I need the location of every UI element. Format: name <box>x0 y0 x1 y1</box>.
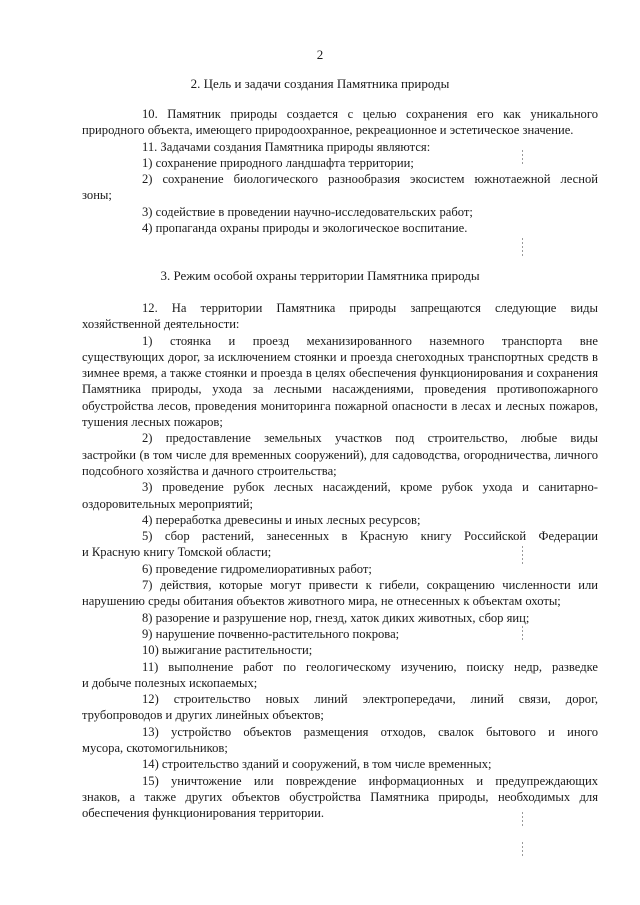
task-item-2-first-line: 2) сохранение биологического разнообразия экосистем южнотаежной лесной <box>142 172 598 187</box>
paragraph-10 <box>82 106 598 139</box>
prohibited-item-2-continuation: застройки (в том числе для временных сооружений), для садоводства, огородничества, личного подсобного хозяйства и дачного строительства; <box>82 447 598 478</box>
scan-mark <box>522 842 523 858</box>
prohibited-item-10-first-line: 10) выжигание растительности; <box>142 643 313 658</box>
paragraph-11 <box>118 139 598 155</box>
task-item-3 <box>118 204 598 220</box>
prohibited-item-3-continuation: оздоровительных мероприятий; <box>82 496 253 511</box>
scan-mark <box>522 626 523 642</box>
scan-mark <box>522 812 523 828</box>
task-item-2-continuation: зоны; <box>82 188 112 203</box>
prohibited-item-1-first-line: 1) стоянка и проезд механизированного наземного транспорта вне <box>142 333 598 348</box>
prohibited-item-14-first-line: 14) строительство зданий и сооружений, в том числе временных; <box>142 757 492 772</box>
prohibited-item-15 <box>82 773 598 822</box>
task-item-2 <box>82 171 598 204</box>
task-item-4-text: 4) пропаганда охраны природы и экологическое воспитание. <box>142 221 468 236</box>
section-2-body <box>82 106 598 236</box>
paragraph-11-text: 11. Задачами создания Памятника природы являются: <box>142 139 431 154</box>
prohibited-item-1-continuation: существующих дорог, за исключением стоянки и проезда снегоходных транспортных средств в зимнее время, а также стоянки и проезда в целях обеспечения функционирования и сохранения Памятника природы, ухода за лесными насаждениями, проведения противопожарного обустройства лесов, проведения мониторинга пожарной опасности в лесах и лесных пожаров, тушения лесных пожаров; <box>82 349 598 430</box>
prohibited-item-4-first-line: 4) переработка древесины и иных лесных ресурсов; <box>142 512 421 527</box>
prohibited-item-15-first-line: 15) уничтожение или повреждение информационных и предупреждающих <box>142 773 598 788</box>
prohibited-item-9-first-line: 9) нарушение почвенно-растительного покрова; <box>142 626 400 641</box>
prohibited-item-11-continuation: и добыче полезных ископаемых; <box>82 675 258 690</box>
task-item-1-text: 1) сохранение природного ландшафта территории; <box>142 155 414 170</box>
scan-mark <box>522 546 523 566</box>
prohibited-item-13 <box>82 724 598 757</box>
scan-mark <box>522 150 523 164</box>
prohibited-item-1 <box>82 333 598 431</box>
prohibited-item-4 <box>118 512 598 528</box>
prohibited-item-2-first-line: 2) предоставление земельных участков под строительство, любые виды <box>142 431 598 446</box>
prohibited-item-7-first-line: 7) действия, которые могут привести к гибели, сокращению численности или <box>142 578 598 593</box>
section-3-heading: 3. Режим особой охраны территории Памятника природы <box>160 268 480 283</box>
page-number: 2 <box>316 47 324 62</box>
prohibited-activities-list <box>82 333 598 822</box>
paragraph-12 <box>82 300 598 333</box>
prohibited-item-11-first-line: 11) выполнение работ по геологическому изучению, поиску недр, разведке <box>142 659 598 674</box>
prohibited-item-5-first-line: 5) сбор растений, занесенных в Красную книгу Российской Федерации <box>142 529 598 544</box>
task-item-1 <box>118 155 598 171</box>
prohibited-item-11 <box>82 659 598 692</box>
prohibited-item-5 <box>82 528 598 561</box>
prohibited-item-12-continuation: трубопроводов и других линейных объектов; <box>82 708 324 723</box>
prohibited-item-7-continuation: нарушению среды обитания объектов животного мира, не отнесенных к объектам охоты; <box>82 594 561 609</box>
prohibited-item-13-continuation: мусора, скотомогильников; <box>82 741 228 756</box>
task-item-4 <box>118 220 598 236</box>
scan-mark <box>522 238 523 256</box>
task-item-3-text: 3) содействие в проведении научно-исследовательских работ; <box>142 204 473 219</box>
paragraph-12-first-line: 12. На территории Памятника природы запрещаются следующие виды <box>142 301 598 315</box>
prohibited-item-14 <box>118 756 598 772</box>
prohibited-item-10 <box>118 642 598 658</box>
prohibited-item-8 <box>118 610 598 626</box>
prohibited-item-7 <box>82 577 598 610</box>
paragraph-12-continuation: хозяйственной деятельности: <box>82 317 240 332</box>
prohibited-item-9 <box>118 626 598 642</box>
prohibited-item-2 <box>82 430 598 479</box>
prohibited-item-13-first-line: 13) устройство объектов размещения отходов, свалок бытового и иного <box>142 724 598 739</box>
prohibited-item-12 <box>82 691 598 724</box>
prohibited-item-6-first-line: 6) проведение гидромелиоративных работ; <box>142 561 372 576</box>
paragraph-10-continuation: природного объекта, имеющего природоохранное, рекреационное и эстетическое значение. <box>82 123 574 138</box>
prohibited-item-12-first-line: 12) строительство новых линий электропередачи, линий связи, дорог, <box>142 692 598 707</box>
prohibited-item-3 <box>82 479 598 512</box>
section-2-heading: 2. Цель и задачи создания Памятника природы <box>190 76 450 91</box>
prohibited-item-6 <box>118 561 598 577</box>
section-3-body <box>82 300 598 822</box>
paragraph-10-first-line: 10. Памятник природы создается с целью сохранения его как уникального <box>142 107 598 121</box>
prohibited-item-15-continuation: знаков, а также других объектов обустройства Памятника природы, необходимых для обеспечения функционирования территории. <box>82 789 598 821</box>
prohibited-item-3-first-line: 3) проведение рубок лесных насаждений, кроме рубок ухода и санитарно- <box>142 480 598 495</box>
prohibited-item-8-first-line: 8) разорение и разрушение нор, гнезд, хаток диких животных, сбор яиц; <box>142 610 530 625</box>
prohibited-item-5-continuation: и Красную книгу Томской области; <box>82 545 272 560</box>
